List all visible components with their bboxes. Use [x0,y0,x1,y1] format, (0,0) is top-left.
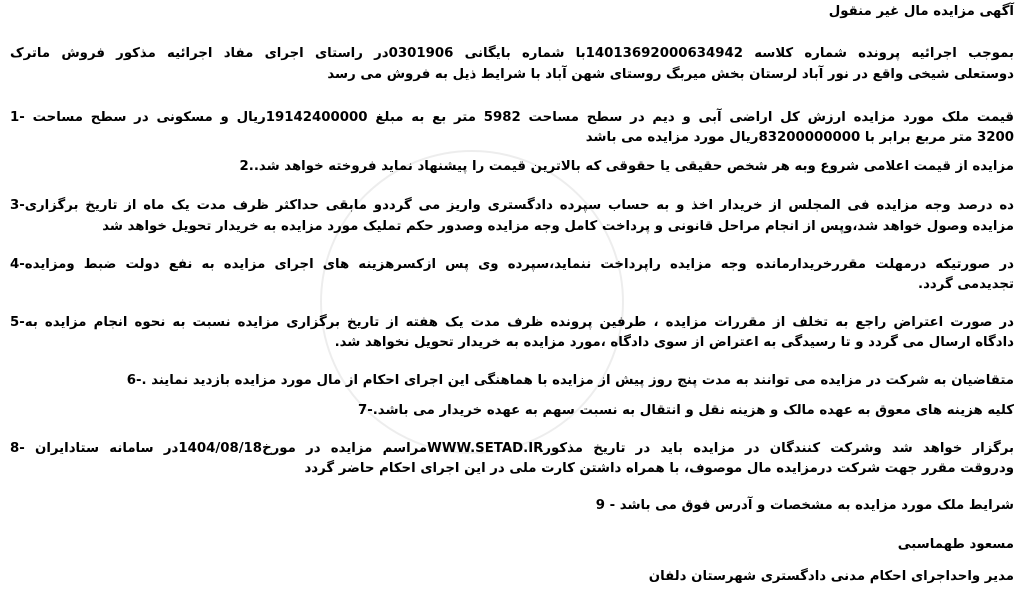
item-7-line-1: کلیه هزینه های معوق به عهده مالک و هزینه نقل و انتقال به نسبت سهم به عهده خریدار می باشد.-7 [357,403,1014,418]
item-5-line-1: در صورت اعتراض راجع به تخلف از مقررات مزایده ، طرفین پرونده ظرف مدت یک هفته از تاریخ برگزاری مزایده نسبت به نحوه انجام مزایده به-5 [10,315,1014,330]
item-3-line-1: ده درصد وجه مزایده فی المجلس از خریدار اخذ و به حساب سپرده دادگستری واریز می گرددو مابقی حداکثر ظرف مدت یک ماه از تاریخ برگزاری-3 [10,198,1014,213]
intro-line-2: دوستعلی شیخی واقع در نور آباد لرستان بخش میربگ روستای شهن آباد با شرایط ذیل به فروش می رسد [327,67,1014,82]
signature-name: مسعود طهماسبی [897,537,1014,552]
item-6-line-1: متقاضیان به شرکت در مزایده می توانند به مدت پنج روز پیش از مزایده با هماهنگی این اجرای احکام از مال مورد مزایده بازدید نمایند .-6 [126,373,1014,388]
item-4-line-1: در صورتیکه درمهلت مقررخریدارمانده وجه مزایده راپرداخت ننماید،سپرده وی پس ازکسرهزینه های اجرای مزایده به نفع دولت ضبط ومزایده-4 [10,257,1014,272]
item-9-line-1: شرایط ملک مورد مزایده به مشخصات و آدرس فوق می باشد - 9 [595,498,1014,513]
item-1-line-1: قیمت ملک مورد مزایده ارزش کل اراضی آبی و دیم در سطح مساحت 5982 متر بع به مبلغ 19142400000ریال و مسکونی در سطح مساحت -1 [10,110,1014,125]
item-2-line-1: مزایده از قیمت اعلامی شروع وبه هر شخص حقیقی یا حقوقی که بالاترین قیمت را پیشنهاد نماید فروخته خواهد شد..2 [239,159,1014,174]
item-8-line-2: ودروقت مقرر جهت شرکت درمزایده مال موصوف، با همراه داشتن کارت ملی در این اجرای احکام حاضر گردد [304,461,1014,476]
notice-title: آگهی مزایده مال غیر منقول [828,4,1014,19]
item-1-line-2: 3200 متر مربع برابر با 83200000000ریال مورد مزایده می باشد [585,130,1014,145]
signature-title: مدیر واحداجرای احکام مدنی دادگستری شهرستان دلفان [648,569,1014,584]
item-3-line-2: مزایده وصول خواهد شد،وپس از انجام مراحل قانونی و پرداخت کامل وجه مزایده وصدور حکم تملیک مورد مزایده به خریدار تحویل خواهد شد [102,219,1014,234]
item-5-line-2: دادگاه ارسال می گردد و تا رسیدگی به اعتراض از سوی دادگاه ،مورد مزایده به خریدار تحویل نخواهد شد. [334,335,1014,350]
item-8-line-1: برگزار خواهد شد وشرکت کنندگان در مزایده باید در تاریخ مذکورWWW.SETAD.IRمراسم مزایده در مورخ1404/08/18در سامانه ستادایران -8 [10,441,1014,456]
intro-line-1: بموجب اجرائیه پرونده شماره کلاسه 14013692000634942با شماره بایگانی 0301906در راستای اجرای مفاد اجرائیه مذکور فروش ماترک [10,46,1014,61]
item-4-line-2: تجدیدمی گردد. [918,277,1014,292]
